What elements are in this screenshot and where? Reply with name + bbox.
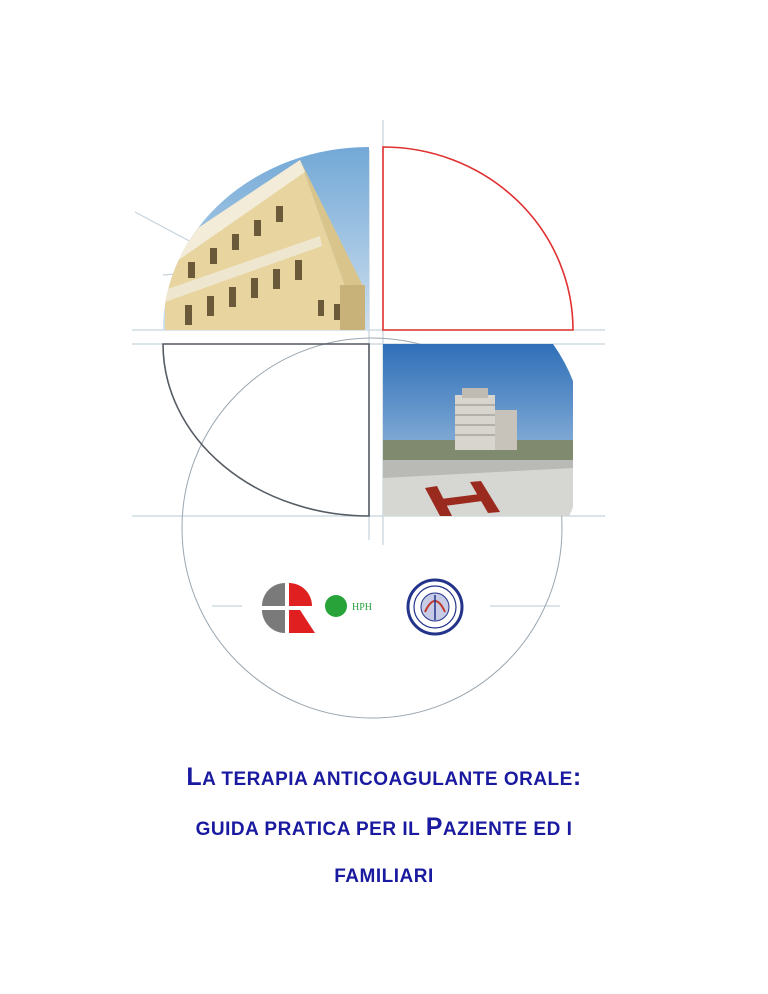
- red-arc: [383, 147, 573, 330]
- hph-label: HPH: [352, 602, 373, 613]
- hospital-helipad-photo: [383, 344, 573, 520]
- hospital-logo: [262, 583, 315, 633]
- title-text: FAMILIARI: [334, 866, 434, 887]
- university-seal: [408, 580, 462, 634]
- hph-green-dot: [325, 595, 347, 617]
- title-line-2: [0, 802, 768, 852]
- title-text: GUIDA PRATICA PER IL: [195, 819, 426, 840]
- title-text: AZIENTE ED I: [442, 819, 573, 840]
- title-colon: :: [572, 763, 582, 791]
- title-line-1: [0, 752, 768, 802]
- title-initial-l: L: [186, 763, 203, 791]
- title-initial-p: P: [425, 813, 443, 841]
- document-title: [0, 752, 768, 902]
- title-text: A TERAPIA ANTICOAGULANTE ORALE: [202, 769, 573, 790]
- historic-building-photo: [160, 140, 375, 335]
- title-line-3: [0, 852, 768, 902]
